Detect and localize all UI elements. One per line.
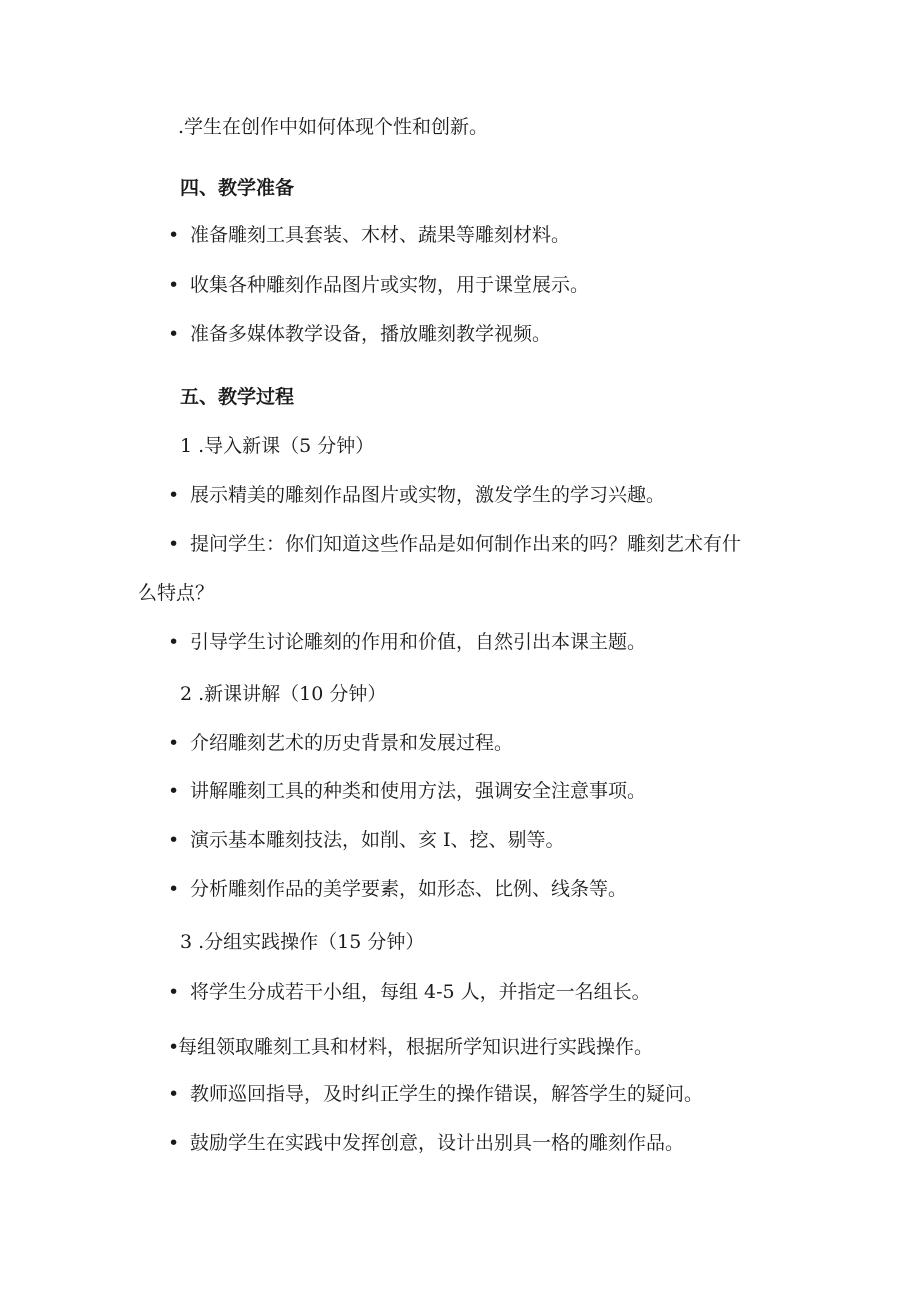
part-1-title: 1 .导入新课（5 分钟）: [180, 435, 375, 457]
list-item-text: 演示基本雕刻技法，如削、亥 I、挖、剔等。: [190, 829, 565, 851]
list-item: [168, 827, 565, 853]
list-item-text: 收集各种雕刻作品图片或实物，用于课堂展示。: [190, 274, 590, 296]
section-4-heading: 四、教学准备: [180, 177, 295, 199]
list-item: [168, 778, 646, 804]
list-item: [168, 1081, 703, 1107]
bullet-icon: •: [168, 224, 180, 246]
list-item-text: 介绍雕刻艺术的历史背景和发展过程。: [190, 732, 514, 754]
list-item-text: 提问学生：你们知道这些作品是如何制作出来的吗？雕刻艺术有什: [190, 533, 742, 555]
list-item: [168, 222, 570, 248]
list-item-text: 教师巡回指导，及时纠正学生的操作错误，解答学生的疑问。: [190, 1083, 704, 1105]
intro-line: .学生在创作中如何体现个性和创新。: [178, 116, 489, 138]
list-item-text: 准备雕刻工具套装、木材、蔬果等雕刻材料。: [190, 224, 571, 246]
list-item-continuation: 么特点？: [138, 582, 215, 604]
list-item: [168, 531, 741, 557]
list-item-text: 展示精美的雕刻作品图片或实物，激发学生的学习兴趣。: [190, 484, 666, 506]
bullet-icon: •: [168, 323, 180, 345]
list-item: [168, 272, 589, 298]
bullet-icon: •: [168, 1083, 180, 1105]
list-item-text: 将学生分成若干小组，每组 4-5 人，并指定一名组长。: [190, 981, 651, 1003]
bullet-icon: •: [168, 533, 180, 555]
list-item: [168, 730, 513, 756]
bullet-icon: •: [168, 1036, 180, 1058]
bullet-icon: •: [168, 274, 180, 296]
list-item: [168, 1034, 653, 1060]
bullet-icon: •: [168, 981, 180, 1003]
bullet-icon: •: [168, 631, 180, 653]
list-item-text: 鼓励学生在实践中发挥创意，设计出别具一格的雕刻作品。: [190, 1132, 685, 1154]
bullet-icon: •: [168, 484, 180, 506]
bullet-icon: •: [168, 1132, 180, 1154]
list-item: [168, 629, 646, 655]
bullet-icon: •: [168, 829, 180, 851]
bullet-icon: •: [168, 780, 180, 802]
list-item: [168, 876, 627, 902]
list-item-text: 每组领取雕刻工具和材料，根据所学知识进行实践操作。: [178, 1036, 654, 1058]
section-5-heading: 五、教学过程: [180, 386, 295, 408]
list-item-text: 准备多媒体教学设备，播放雕刻教学视频。: [190, 323, 552, 345]
list-item-text: 讲解雕刻工具的种类和使用方法，强调安全注意事项。: [190, 780, 647, 802]
list-item-text: 引导学生讨论雕刻的作用和价值，自然引出本课主题。: [190, 631, 647, 653]
list-item: [168, 482, 665, 508]
list-item-text: 分析雕刻作品的美学要素，如形态、比例、线条等。: [190, 878, 628, 900]
bullet-icon: •: [168, 878, 180, 900]
part-3-title: 3 .分组实践操作（15 分钟）: [180, 931, 425, 953]
list-item: [168, 1130, 684, 1156]
part-2-title: 2 .新课讲解（10 分钟）: [180, 683, 387, 705]
list-item: [168, 979, 651, 1005]
bullet-icon: •: [168, 732, 180, 754]
list-item: [168, 321, 551, 347]
